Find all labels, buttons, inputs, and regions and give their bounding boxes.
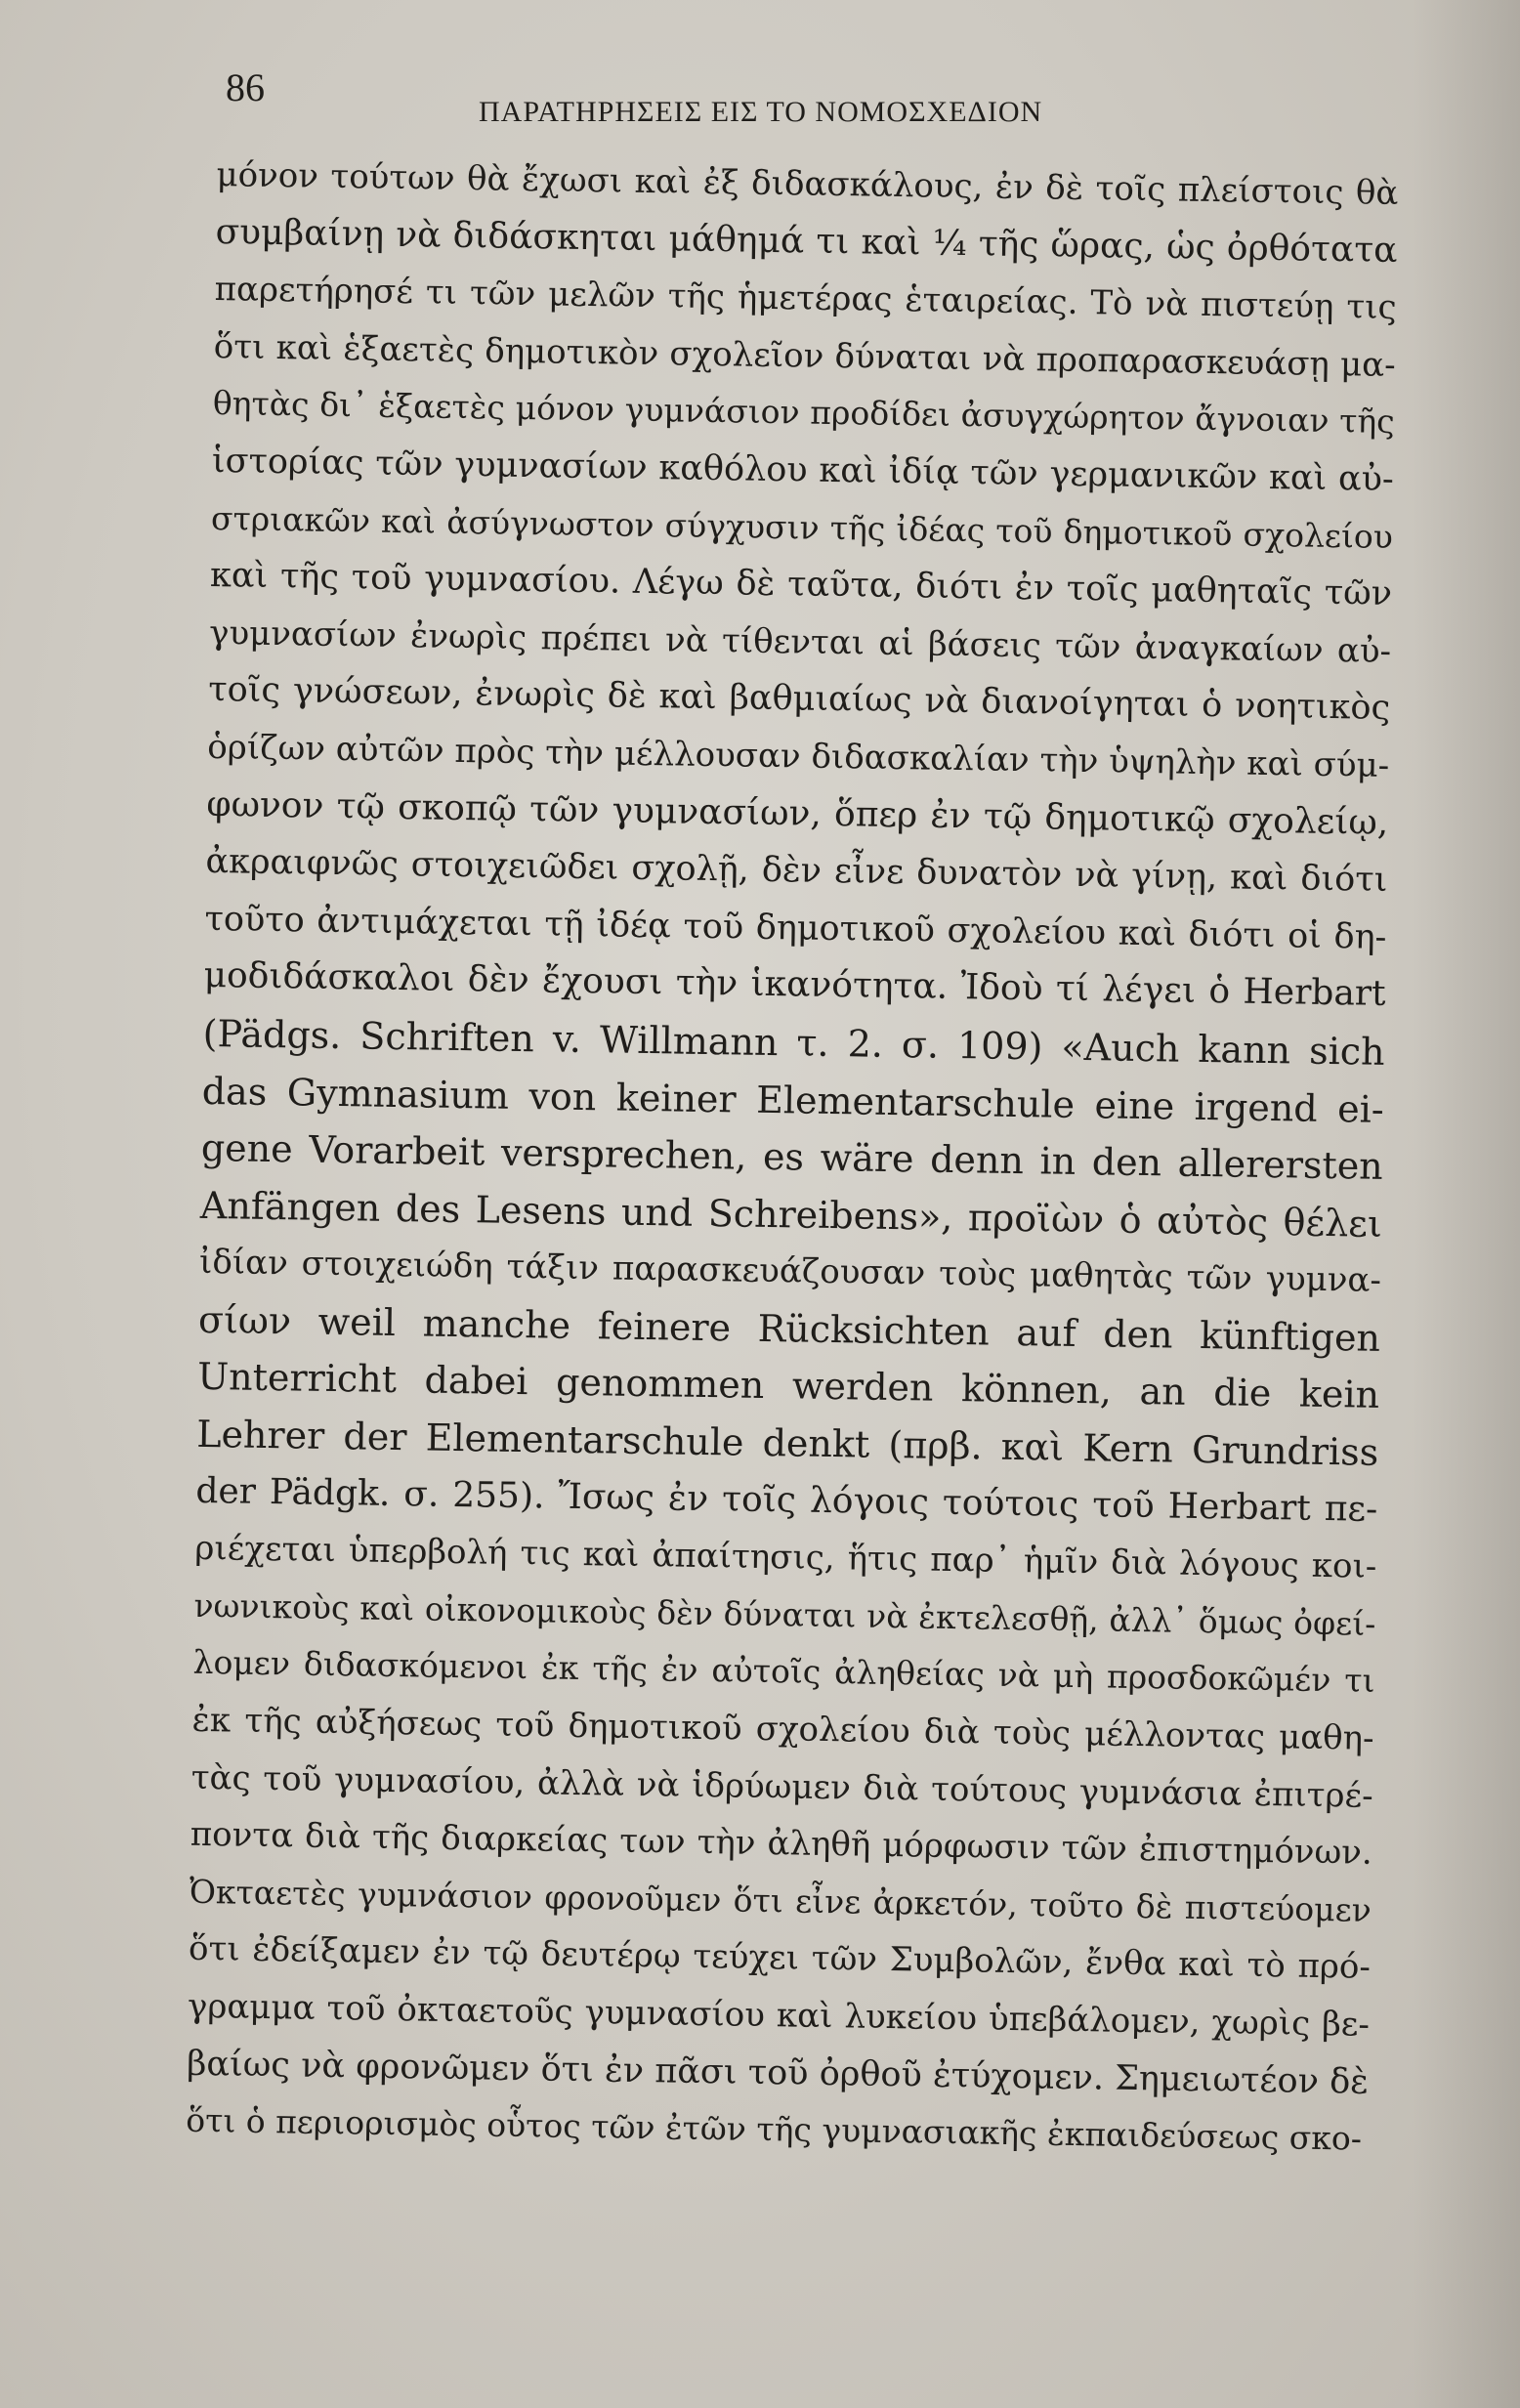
page-header <box>220 61 1412 129</box>
text-line: der Pädgk. σ. 255). Ἴσως ἐν τοῖς λόγοις τούτοις τοῦ Herbart πε- <box>195 1470 1378 1530</box>
text-line: ὅτι ἐδείξαμεν ἐν τῷ δευτέρῳ τεύχει τῶν Συμβολῶν, ἔνθα καὶ τὸ πρό- <box>188 1929 1372 1988</box>
text-line: στριακῶν καὶ ἀσύγνωστον σύγχυσιν τῆς ἰδέας τοῦ δημοτικοῦ σχολείου <box>210 498 1394 556</box>
text-line: ριέχεται ὑπερβολή τις καὶ ἀπαίτησις, ἥτις παρ᾽ ἡμῖν διὰ λόγους κοι- <box>194 1529 1377 1587</box>
text-line: das Gymnasium von keiner Elementarschule eine irgend ei- <box>201 1069 1385 1131</box>
running-title: ΠΑΡΑΤΗΡΗΣΕΙΣ ΕΙΣ ΤΟ ΝΟΜΟΣΧΕΔΙΟΝ <box>479 96 1043 128</box>
text-line: Unterricht dabei genommen werden können, an die kein <box>196 1355 1380 1417</box>
text-line: Anfängen des Lesens und Schreibens», προϊὼν ὁ αὐτὸς θέλει <box>199 1183 1383 1246</box>
text-line: θητὰς δι᾽ ἑξαετὲς μόνον γυμνάσιον προδίδει ἀσυγχώρητον ἄγνοιαν τῆς <box>212 384 1396 442</box>
page-edge-shadow <box>1413 0 1520 2408</box>
text-line: ποντα διὰ τῆς διαρκείας των τὴν ἀληθῆ μόρφωσιν τῶν ἐπιστημόνων. <box>190 1815 1373 1874</box>
text-line: παρετήρησέ τι τῶν μελῶν τῆς ἡμετέρας ἑταιρείας. Τὸ νὰ πιστεύῃ τις <box>214 270 1397 328</box>
text-line: ἐκ τῆς αὐξήσεως τοῦ δημοτικοῦ σχολείου διὰ τοὺς μέλλοντας μαθη- <box>191 1700 1374 1758</box>
text-line: γραμμα τοῦ ὀκταετοῦς γυμνασίου καὶ λυκείου ὑπεβάλομεν, χωρὶς βε- <box>187 1986 1371 2045</box>
text-line: μοδιδάσκαλοι δὲν ἔχουσι τὴν ἱκανότητα. Ἰδοὺ τί λέγει ὁ Herbart <box>203 955 1386 1015</box>
text-line: τὰς τοῦ γυμνασίου, ἀλλὰ νὰ ἱδρύωμεν διὰ τούτους γυμνάσια ἐπιτρέ- <box>190 1757 1373 1816</box>
body-text <box>186 147 1399 2169</box>
text-line: ἱστορίας τῶν γυμνασίων καθόλου καὶ ἰδίᾳ τῶν γερμανικῶν καὶ αὐ- <box>211 441 1395 499</box>
text-line: ὅτι καὶ ἑξαετὲς δημοτικὸν σχολεῖον δύναται νὰ προπαρασκευάσῃ μα- <box>213 326 1396 385</box>
text-line: γυμνασίων ἐνωρὶς πρέπει νὰ τίθενται αἱ βάσεις τῶν ἀναγκαίων αὐ- <box>208 613 1392 671</box>
text-line: (Pädgs. Schriften v. Willmann τ. 2. σ. 109) «Auch kann sich <box>202 1011 1385 1074</box>
text-line: τοῦτο ἀντιμάχεται τῇ ἰδέᾳ τοῦ δημοτικοῦ σχολείου καὶ διότι οἱ δη- <box>204 899 1387 957</box>
text-line: ἀκραιφνῶς στοιχειῶδει σχολῇ, δὲν εἶνε δυνατὸν νὰ γίνῃ, καὶ διότι <box>205 842 1388 901</box>
text-line: βαίως νὰ φρονῶμεν ὅτι ἐν πᾶσι τοῦ ὀρθοῦ ἐτύχομεν. Σημειωτέον δὲ <box>186 2044 1370 2102</box>
text-line: ὁρίζων αὐτῶν πρὸς τὴν μέλλουσαν διδασκαλίαν τὴν ὑψηλὴν καὶ σύμ- <box>207 727 1390 785</box>
text-line: ἰδίαν στοιχειώδη τάξιν παρασκευάζουσαν τοὺς μαθητὰς τῶν γυμνα- <box>198 1243 1382 1301</box>
text-line: καὶ τῆς τοῦ γυμνασίου. Λέγω δὲ ταῦτα, διότι ἐν τοῖς μαθηταῖς τῶν <box>209 556 1393 614</box>
text-line: λομεν διδασκόμενοι ἐκ τῆς ἐν αὐτοῖς ἀληθείας νὰ μὴ προσδοκῶμέν τι <box>192 1643 1375 1701</box>
text-line: νωνικοὺς καὶ οἰκονομικοὺς δὲν δύναται νὰ ἐκτελεσθῇ, ἀλλ᾽ ὅμως ὀφεί- <box>193 1585 1376 1643</box>
text-line: τοῖς γνώσεων, ἐνωρὶς δὲ καὶ βαθμιαίως νὰ διανοίγηται ὁ νοητικὸς <box>207 670 1391 729</box>
text-line: σίων weil manche feinere Rücksichten auf den künftigen <box>197 1297 1381 1360</box>
text-line: μόνον τούτων θὰ ἔχωσι καὶ ἐξ διδασκάλους, ἐν δὲ τοῖς πλείστοις θὰ <box>216 154 1399 213</box>
text-line: gene Vorarbeit versprechen, es wäre denn in den allerersten <box>200 1125 1384 1188</box>
page-number: 86 <box>226 65 265 109</box>
text-line: Ὀκταετὲς γυμνάσιον φρονοῦμεν ὅτι εἶνε ἀρκετόν, τοῦτο δὲ πιστεύομεν <box>189 1872 1372 1929</box>
text-line: φωνον τῷ σκοπῷ τῶν γυμνασίων, ὅπερ ἐν τῷ δημοτικῷ σχολείῳ, <box>206 783 1389 843</box>
text-line: συμβαίνῃ νὰ διδάσκηται μάθημά τι καὶ ¼ τῆς ὥρας, ὡς ὀρθότατα <box>215 211 1398 271</box>
text-line: Lehrer der Elementarschule denkt (πρβ. καὶ Kern Grundriss <box>195 1412 1379 1474</box>
text-line: ὅτι ὁ περιορισμὸς οὗτος τῶν ἐτῶν τῆς γυμνασιακῆς ἐκπαιδεύσεως σκο- <box>185 2100 1363 2158</box>
